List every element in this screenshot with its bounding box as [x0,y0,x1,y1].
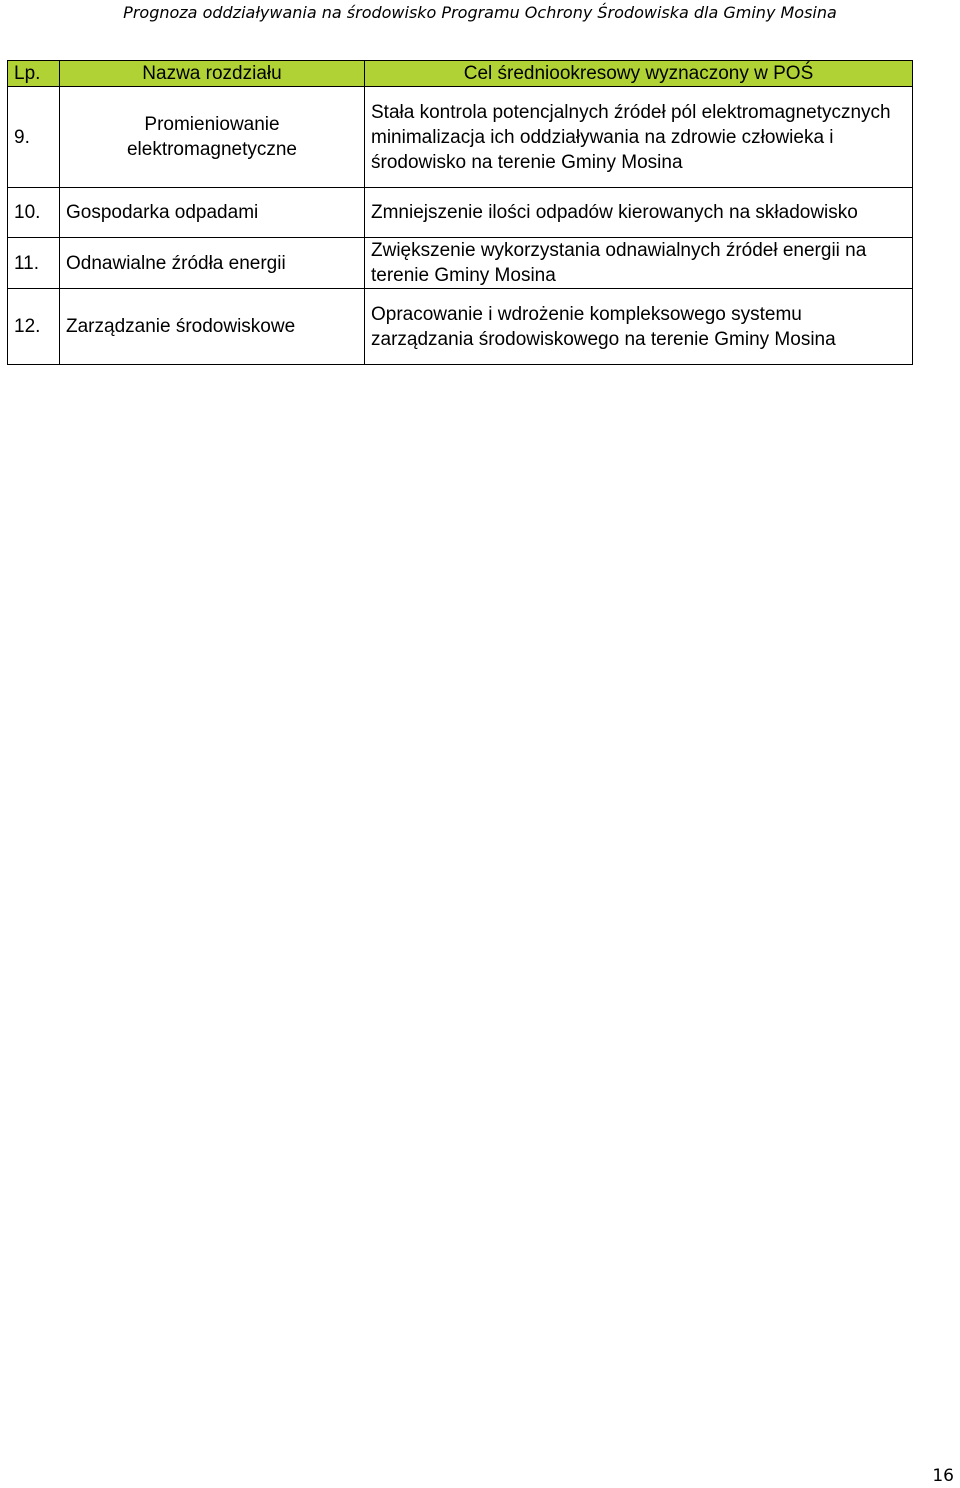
goal-text: Opracowanie i wdrożenie kompleksowego systemu zarządzania środowiskowego na terenie Gminy Mosina [365,289,913,365]
table-row [8,87,913,188]
chapter-name: Gospodarka odpadami [60,188,365,238]
table-row [8,188,913,238]
goals-table [7,60,913,365]
row-number: 11. [8,238,60,289]
table-row [8,289,913,365]
goal-text: Zwiększenie wykorzystania odnawialnych źródeł energii na terenie Gminy Mosina [365,238,913,289]
row-number: 10. [8,188,60,238]
chapter-name: Zarządzanie środowiskowe [60,289,365,365]
column-header-chapter-name: Nazwa rozdziału [60,61,365,87]
page-number: 16 [932,1466,954,1486]
table-row [8,238,913,289]
goal-text: Zmniejszenie ilości odpadów kierowanych na składowisko [365,188,913,238]
goal-text: Stała kontrola potencjalnych źródeł pól elektromagnetycznych minimalizacja ich oddziaływania na zdrowie człowieka i środowisko na terenie Gminy Mosina [365,87,913,188]
row-number: 9. [8,87,60,188]
row-number: 12. [8,289,60,365]
table-header-row [8,61,913,87]
running-header: Prognoza oddziaływania na środowisko Programu Ochrony Środowiska dla Gminy Mosina [123,3,837,22]
chapter-name: Odnawialne źródła energii [60,238,365,289]
column-header-lp: Lp. [8,61,60,87]
chapter-name: Promieniowanie elektromagnetyczne [60,87,365,188]
column-header-goal: Cel średniookresowy wyznaczony w POŚ [365,61,913,87]
